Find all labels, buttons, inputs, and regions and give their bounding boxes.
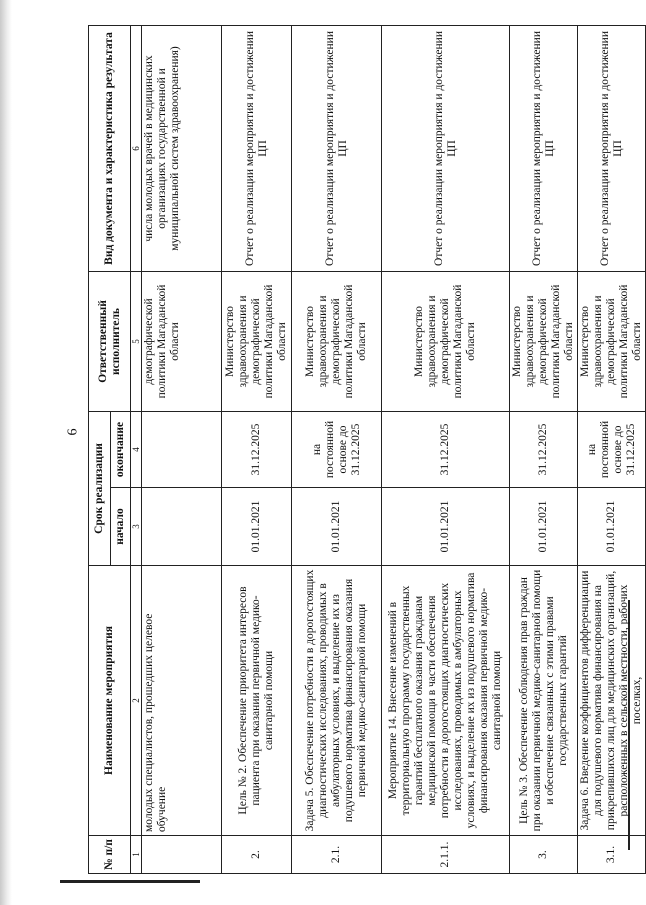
row-end: 31.12.2025 [382,411,510,487]
row-start: 01.01.2021 [382,488,510,566]
header-start: начало [111,488,131,566]
row-start: 01.01.2021 [510,488,578,566]
row-name: Задача 6. Введение коэффициентов дифференциации для подушевого норматива финансирования на прикрепившихся лиц для медицинских организаций, расположенных в сельской местности, рабочих поселках, [578,566,646,836]
row-responsible: Министерство здравоохранения и демографической политики Магаданской области [578,271,646,411]
row-number: 2. [222,836,292,874]
row-responsible: Министерство здравоохранения и демографической политики Магаданской области [382,271,510,411]
index-cell: 4 [131,411,142,487]
header-row-top [89,25,111,873]
row-name: молодых специалистов, прошедших целевое обучение [142,566,222,836]
row-start: 01.01.2021 [292,488,382,566]
header-num: № п/п [89,836,131,874]
row-responsible: Министерство здравоохранения и демографической политики Магаданской области [292,271,382,411]
row-name: Цель № 3. Обеспечение соблюдения прав граждан при оказании первичной медико-санитарной помощи и обеспечение связанных с этими правами государственных гарантий [510,566,578,836]
table-row [510,25,578,873]
row-start [142,488,222,566]
index-cell: 6 [131,25,142,271]
row-number: 3. [510,836,578,874]
table-row [222,25,292,873]
row-document: Отчет о реализации мероприятия и достижении ЦП [222,25,292,271]
table-row [382,25,510,873]
row-number: 2.1.1. [382,836,510,874]
row-name: Задача 5. Обеспечение потребности в дорогостоящих диагностических исследованиях, проводимых в амбулаторных условиях, и выделение их из подушевого норматива финансирования оказания первичной медико-санитарной помощи [292,566,382,836]
page-number: 6 [65,428,81,436]
row-number: 3.1. [578,836,646,874]
row-start: 01.01.2021 [222,488,292,566]
scan-edge-shadow [0,0,12,905]
header-end: окончание [111,411,131,487]
row-document: Отчет о реализации мероприятия и достижении ЦП [578,25,646,271]
row-end: на постоянной основе до 31.12.2025 [292,411,382,487]
table-row [142,25,222,873]
row-number [142,836,222,874]
row-responsible: Министерство здравоохранения и демографической политики Магаданской области [510,271,578,411]
row-end: 31.12.2025 [222,411,292,487]
index-row [131,25,142,873]
index-cell: 5 [131,271,142,411]
header-name: Наименование мероприятия [89,566,131,836]
row-end: 31.12.2025 [510,411,578,487]
row-start: 01.01.2021 [578,488,646,566]
row-document: Отчет о реализации мероприятия и достижении ЦП [510,25,578,271]
row-document: Отчет о реализации мероприятия и достижении ЦП [292,25,382,271]
table-row [292,25,382,873]
index-cell: 1 [131,836,142,874]
table-row [578,25,646,873]
row-responsible: демографической политики Магаданской области [142,271,222,411]
index-cell: 2 [131,566,142,836]
row-document: Отчет о реализации мероприятия и достижении ЦП [382,25,510,271]
rotated-table-wrapper [88,26,644,874]
row-end: на постоянной основе до 31.12.2025 [578,411,646,487]
header-document: Вид документа и характеристика результата [89,25,131,271]
row-document: числа молодых врачей в медицинских организациях государственной и муниципальной систем здравоохранения) [142,25,222,271]
index-cell: 3 [131,488,142,566]
row-end [142,411,222,487]
header-term: Срок реализации [89,411,111,565]
bottom-edge-line [60,880,200,883]
row-number: 2.1. [292,836,382,874]
plan-table [88,25,646,874]
row-name: Цель № 2. Обеспечение приоритета интересов пациента при оказании первичной медико-санитарной помощи [222,566,292,836]
header-responsible: Ответственный исполнитель [89,271,131,411]
row-name: Мероприятие 14. Внесение изменений в территориальную программу государственных гарантий бесплатного оказания гражданам медицинской помощи в части обеспечения потребности в дорогостоящих диагностических исследованиях, проводимых в амбулаторных условиях, и выделение их из подушевого норматива финансирования оказания первичной медико-санитарной помощи [382,566,510,836]
row-responsible: Министерство здравоохранения и демографической политики Магаданской области [222,271,292,411]
